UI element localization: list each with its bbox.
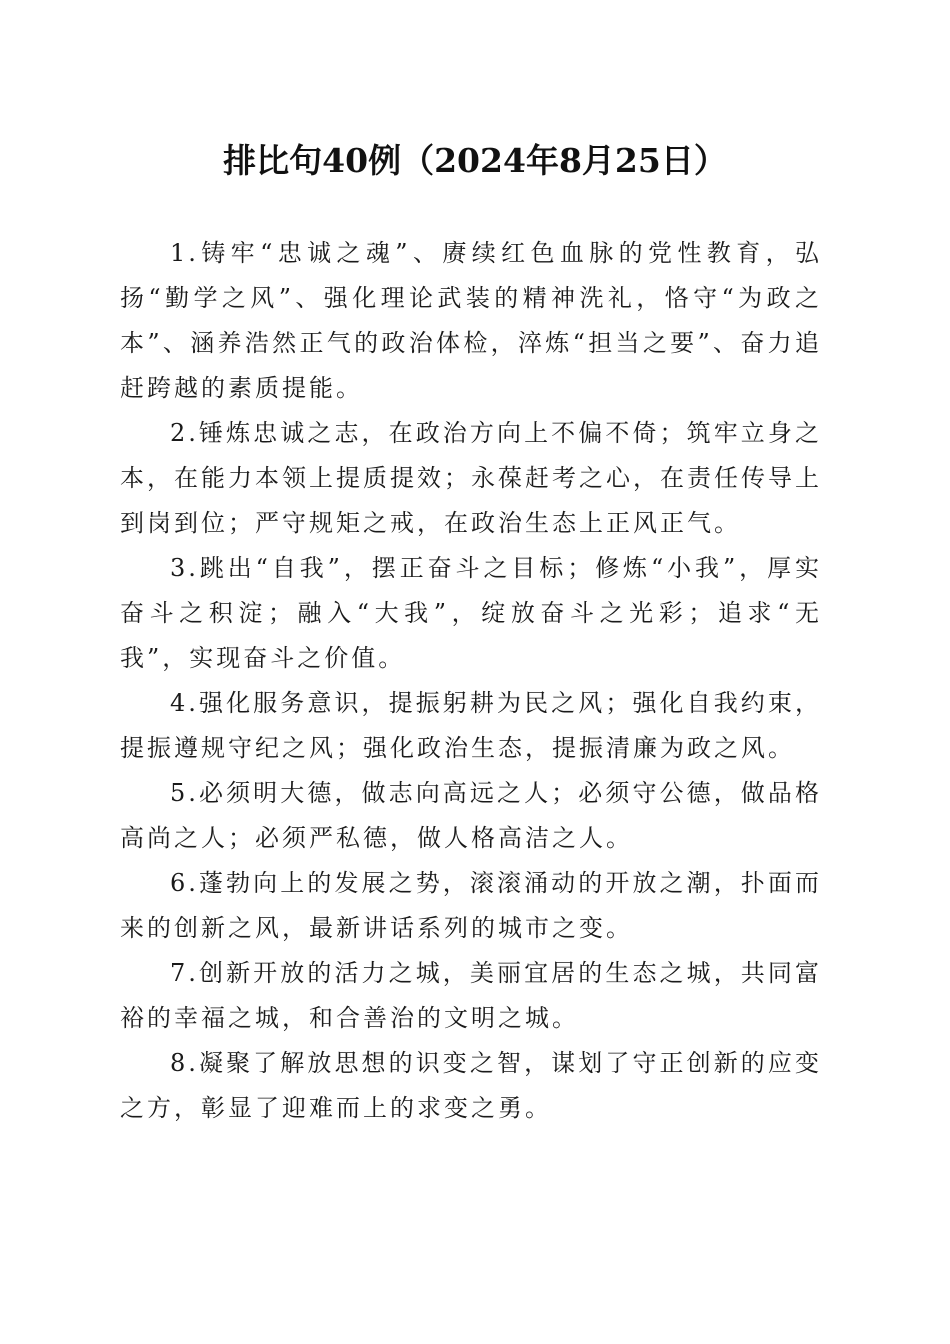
paragraph-6: 6.蓬勃向上的发展之势，滚滚涌动的开放之潮，扑面而来的创新之风，最新讲话系列的城市之变。 xyxy=(120,869,822,942)
paragraph-4: 4.强化服务意识，提振躬耕为民之风；强化自我约束，提振遵规守纪之风；强化政治生态，提振清廉为政之风。 xyxy=(120,689,822,762)
paragraph-3: 3.跳出“自我”，摆正奋斗之目标；修炼“小我”，厚实奋斗之积淀；融入“大我”，绽放奋斗之光彩；追求“无我”，实现奋斗之价值。 xyxy=(120,554,822,672)
paragraph-2: 2.锤炼忠诚之志，在政治方向上不偏不倚；筑牢立身之本，在能力本领上提质提效；永葆赶考之心，在责任传导上到岗到位；严守规矩之戒，在政治生态上正风正气。 xyxy=(120,419,822,537)
document-body xyxy=(120,231,822,1131)
paragraph-1: 1.铸牢“忠诚之魂”、赓续红色血脉的党性教育，弘扬“勤学之风”、强化理论武装的精神洗礼，恪守“为政之本”、涵养浩然正气的政治体检，淬炼“担当之要”、奋力追赶跨越的素质提能。 xyxy=(120,239,822,402)
paragraph-8: 8.凝聚了解放思想的识变之智，谋划了守正创新的应变之方，彰显了迎难而上的求变之勇。 xyxy=(120,1049,822,1122)
paragraph-5: 5.必须明大德，做志向高远之人；必须守公德，做品格高尚之人；必须严私德，做人格高洁之人。 xyxy=(120,779,822,852)
paragraph-7: 7.创新开放的活力之城，美丽宜居的生态之城，共同富裕的幸福之城，和合善治的文明之城。 xyxy=(120,959,822,1032)
document-title: 排比句40例（2024年8月25日） xyxy=(223,141,727,180)
